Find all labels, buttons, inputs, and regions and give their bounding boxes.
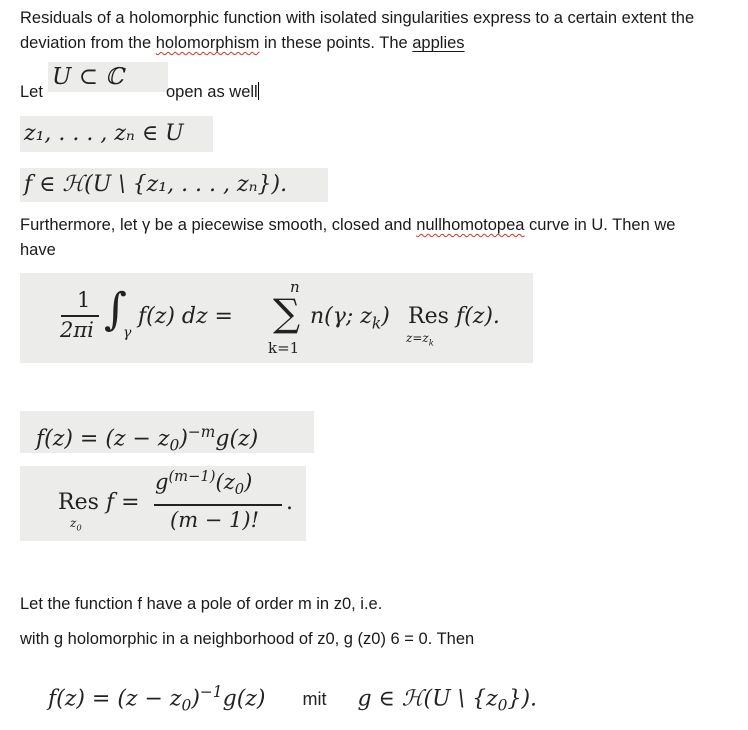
- math-final-equation: [48, 674, 537, 724]
- res-function: f(z).: [456, 304, 500, 329]
- intro-line-2-start: deviation from the: [20, 34, 156, 52]
- math-residue-theorem: [20, 273, 533, 363]
- math-f-holomorphic: [20, 168, 328, 202]
- final-g: g(z): [222, 686, 266, 712]
- res2-num-g: g: [155, 470, 169, 494]
- pole-line-2: with g holomorphic in a neighborhood of z0, g (z0) 6 = 0. Then: [20, 630, 475, 648]
- res-sub-k: k: [428, 337, 434, 348]
- paragraph-intro: [20, 6, 740, 56]
- sum-top: n: [290, 278, 300, 296]
- curve-line-2: have: [20, 241, 56, 259]
- final-lhs: f(z) = (z − z: [48, 686, 182, 712]
- intro-line-2-mid: in these points. The: [259, 34, 413, 52]
- res2-numerator: [155, 468, 252, 498]
- math-points-in-u: [20, 116, 213, 152]
- winding-sub: k: [371, 314, 382, 333]
- res2-denominator: (m − 1)!: [170, 508, 260, 532]
- paragraph-curve: [20, 213, 740, 263]
- pole-sub0: 0: [169, 436, 180, 455]
- winding-number: [310, 304, 390, 332]
- res-operator: Res: [408, 304, 449, 329]
- pole-close: ): [179, 426, 188, 452]
- winding-text: n(γ; z: [310, 304, 372, 329]
- final-rhs-sub: 0: [497, 696, 508, 715]
- res2-num-sub: 0: [234, 481, 245, 499]
- res-sub-text: z=z: [406, 331, 429, 345]
- curve-line-1-end: curve in U. Then we: [524, 216, 676, 234]
- let-label: Let: [20, 83, 43, 101]
- res2-sub-0: 0: [76, 522, 82, 533]
- frac-bar: [61, 315, 99, 317]
- final-rhs: g ∈ ℋ(U \ {z: [357, 686, 498, 712]
- final-mit: mit: [302, 689, 327, 710]
- let-open-text: [166, 80, 259, 105]
- intro-line-1: Residuals of a holomorphic function with isolated singularities express to a certain extent the: [20, 9, 695, 27]
- f-holomorphic-text: f ∈ ℋ(U \ {z₁, . . . , zₙ}).: [24, 172, 288, 197]
- winding-end: ): [381, 304, 390, 329]
- res2-num-exp: (m−1): [168, 468, 216, 485]
- res2-sub-z: z: [70, 516, 77, 530]
- applies-link[interactable]: applies: [412, 34, 465, 52]
- spellcheck-word-nullhomotopea[interactable]: nullhomotopea: [416, 216, 525, 234]
- final-close: ): [191, 686, 200, 712]
- res2-subscript: [70, 516, 82, 532]
- text-cursor: [258, 82, 259, 100]
- res2-num-end: ): [244, 470, 253, 494]
- integral-sub: γ: [123, 325, 132, 341]
- final-sub0: 0: [181, 696, 192, 715]
- pole-exp: −m: [187, 423, 216, 441]
- sum-sign: ∑: [273, 291, 301, 335]
- spellcheck-word-holomorphism[interactable]: holomorphism: [155, 34, 260, 52]
- intro-line-2: [20, 31, 740, 56]
- pole-line-1: Let the function f have a pole of order m in z0, i.e.: [20, 595, 383, 613]
- frac-num: 1: [77, 288, 91, 312]
- res2-dot: .: [286, 490, 293, 515]
- res2-num-arg: (z: [215, 470, 235, 494]
- open-as-well-text: open as well: [166, 83, 258, 101]
- math-pole-form: [20, 411, 314, 453]
- final-exp: −1: [199, 683, 223, 701]
- res2-operator: Res: [58, 490, 99, 515]
- res-subscript: [406, 331, 434, 347]
- curve-line-1-start: Furthermore, let γ be a piecewise smooth, closed and: [20, 216, 417, 234]
- sum-bottom: k=1: [268, 339, 300, 357]
- u-subset-c-text: U ⊂ ℂ: [52, 64, 124, 90]
- final-rhs-end: }).: [507, 686, 538, 712]
- frac-den: 2πi: [60, 318, 94, 342]
- res2-f: f =: [106, 490, 140, 515]
- curve-line-1: [20, 213, 740, 238]
- res2-frac-bar: [154, 504, 282, 506]
- pole-tail: g(z): [215, 426, 259, 452]
- math-u-subset-c: [48, 62, 168, 92]
- integrand: f(z) dz =: [138, 304, 233, 329]
- integral-sign: ∫: [104, 284, 127, 335]
- points-text: z₁, . . . , zₙ ∈ U: [24, 121, 184, 146]
- math-residue-formula: [20, 466, 306, 541]
- pole-lhs: f(z) = (z − z: [36, 426, 170, 452]
